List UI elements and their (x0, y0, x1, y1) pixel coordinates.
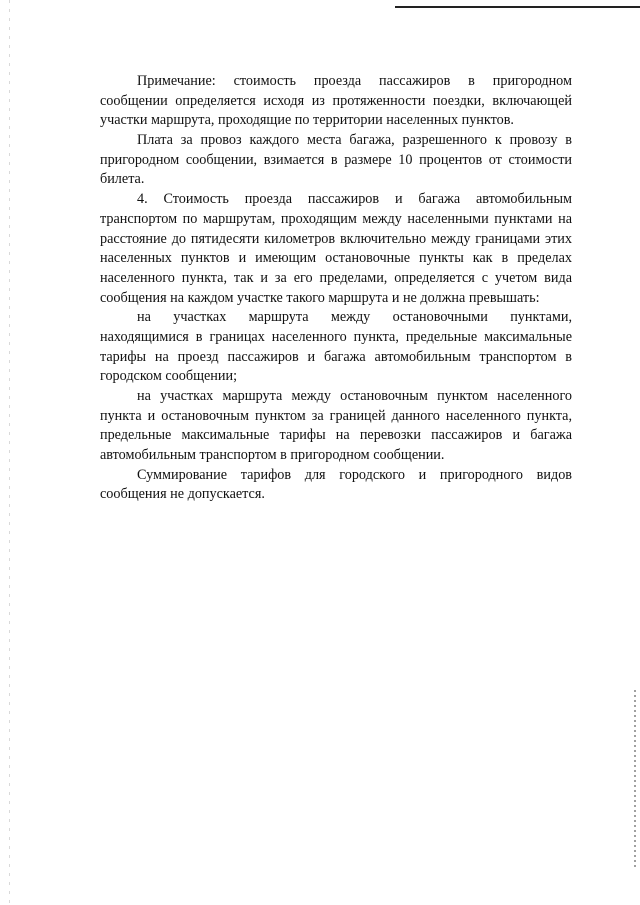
paragraph-note (100, 72, 572, 131)
text-line: пункта и остановочным пунктом за границей данного населенного пункта, (100, 407, 572, 424)
paragraph-baggage-fee (100, 131, 572, 190)
text-line: предельные максимальные тарифы на перевозки пассажиров и багажа (100, 427, 572, 444)
paragraph-item-4 (100, 190, 572, 308)
text-line: 4. Стоимость проезда пассажиров и багажа автомобильным (137, 191, 572, 208)
right-scan-edge (634, 690, 636, 870)
text-line: Плата за провоз каждого места багажа, разрешенного к провозу в (137, 132, 572, 149)
text-line: населенного пункта, так и за его пределами, определяется с учетом вида (100, 269, 572, 286)
top-border-line (395, 6, 640, 8)
text-line: Суммирование тарифов для городского и пригородного видов (137, 466, 572, 483)
text-line: сообщении определяется исходя из протяженности поездки, включающей (100, 92, 572, 109)
text-line: билета. (100, 171, 145, 188)
text-line: расстояние до пятидесяти километров включительно между границами этих (100, 230, 572, 247)
text-line: на участках маршрута между остановочным пунктом населенного (137, 388, 572, 404)
text-line: участки маршрута, проходящие по территории населенных пунктов. (100, 112, 514, 129)
left-scan-edge (9, 0, 10, 905)
text-line: автомобильным транспортом в пригородном сообщении. (100, 447, 445, 464)
paragraph-city-sections (100, 308, 572, 387)
text-line: Примечание: стоимость проезда пассажиров в пригородном (137, 73, 572, 89)
text-line: находящимися в границах населенного пункта, предельные максимальные (100, 328, 572, 345)
text-line: сообщения не допускается. (100, 486, 265, 503)
text-line: тарифы на проезд пассажиров и багажа автомобильным транспортом в (100, 348, 572, 365)
document-body (100, 72, 572, 505)
text-line: транспортом по маршрутам, проходящим между населенными пунктами на (100, 210, 572, 227)
text-line: сообщения на каждом участке такого маршрута и не должна превышать: (100, 289, 540, 306)
paragraph-summation (100, 466, 572, 505)
text-line: городском сообщении; (100, 368, 238, 385)
paragraph-suburban-sections (100, 387, 572, 466)
text-line: населенных пунктов и имеющим остановочные пункты как в пределах (100, 250, 572, 267)
text-line: пригородном сообщении, взимается в размере 10 процентов от стоимости (100, 151, 572, 168)
text-line: на участках маршрута между остановочными пунктами, (137, 309, 572, 326)
